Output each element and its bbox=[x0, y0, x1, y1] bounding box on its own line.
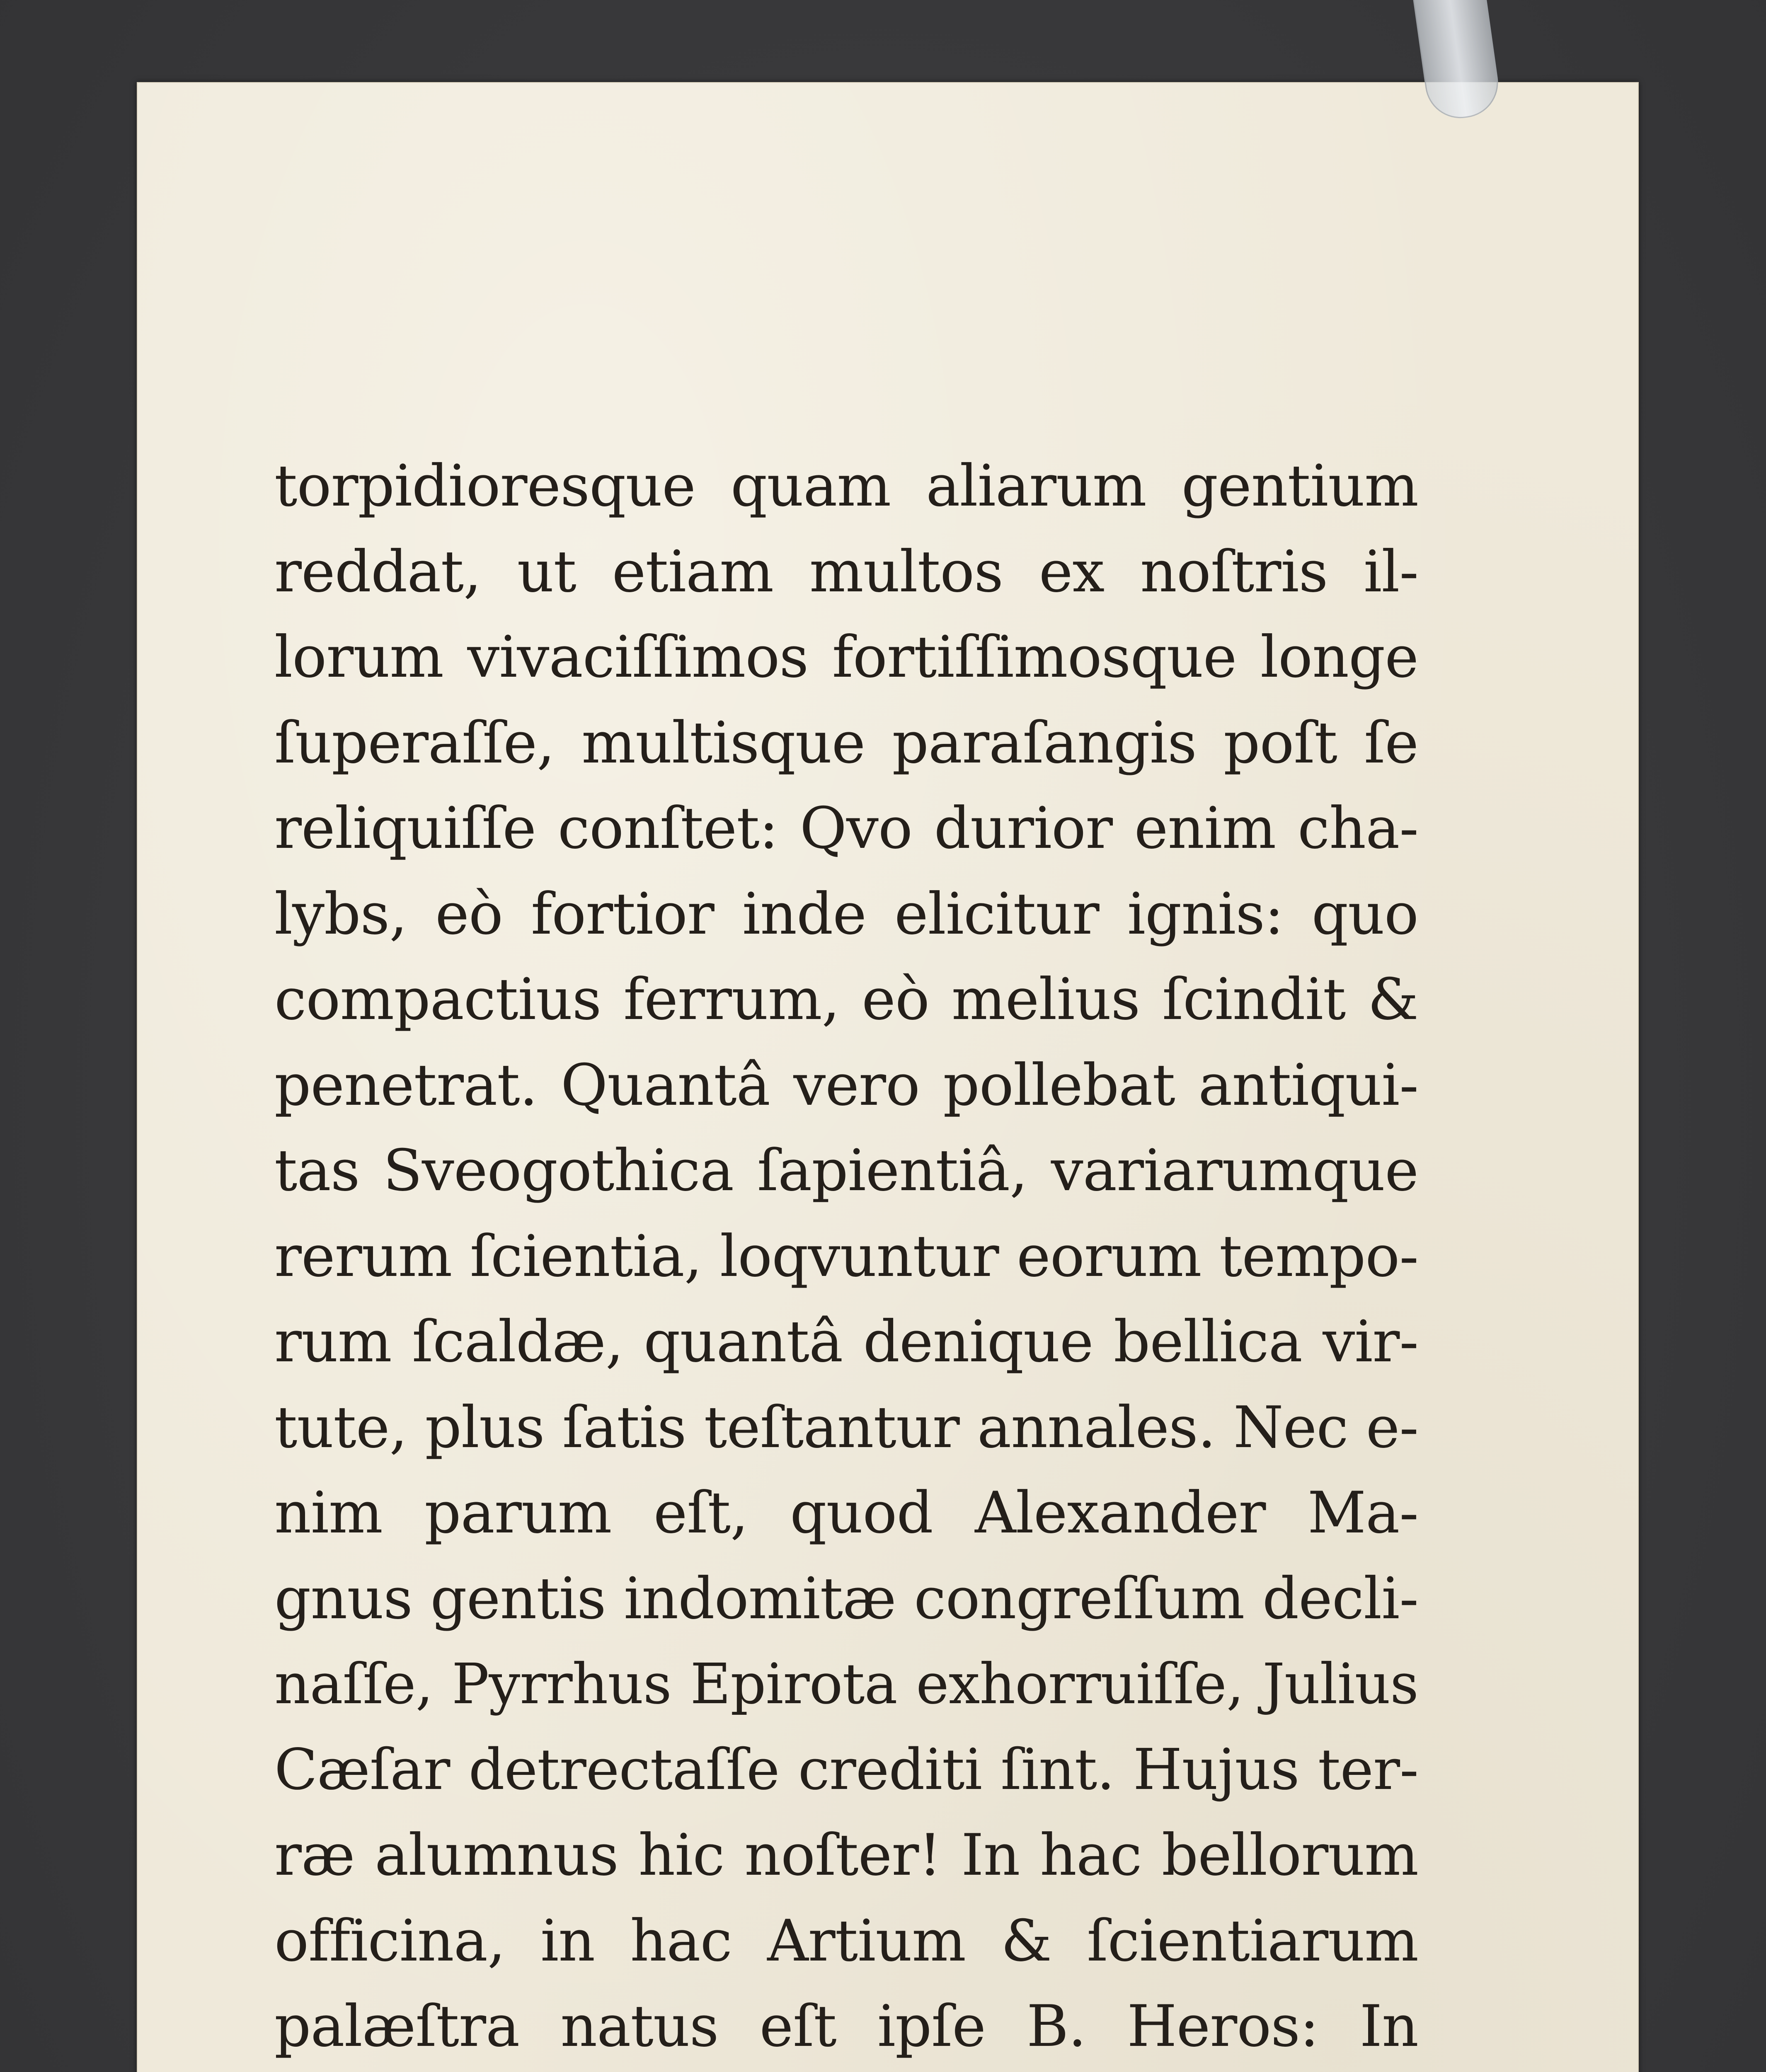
text-line: compactius ferrum, eò melius ſcindit & bbox=[274, 966, 1418, 1033]
text-line: ſuperaſſe, multisque paraſangis poſt ſe bbox=[274, 709, 1418, 776]
text-line: gnus gentis indomitæ congreſſum decli- bbox=[274, 1565, 1418, 1632]
text-line: naſſe, Pyrrhus Epirota exhorruiſſe, Julius bbox=[274, 1651, 1418, 1716]
text-line: Cæſar detrectaſſe crediti ſint. Hujus ter- bbox=[274, 1737, 1418, 1803]
text-line: lybs, eò fortior inde elicitur ignis: quo bbox=[274, 880, 1418, 947]
body-text bbox=[274, 443, 1418, 2072]
text-line bbox=[274, 2070, 1418, 2072]
text-line: tas Sveogothica ſapientiâ, variarumque bbox=[274, 1137, 1418, 1204]
text-line: palæſtra natus eſt ipſe B. Heros: In bbox=[274, 1993, 1418, 2060]
text-line: officina, in hac Artium & ſcientiarum bbox=[274, 1907, 1418, 1974]
text-line: reddat, ut etiam multos ex noſtris il- bbox=[274, 538, 1418, 605]
text-line: ræ alumnus hic noſter! In hac bellorum bbox=[274, 1822, 1418, 1888]
text-line: rum ſcaldæ, quantâ denique bellica vir- bbox=[274, 1308, 1418, 1375]
manuscript-page bbox=[137, 82, 1639, 2072]
text-line: lorum vivaciſſimos fortiſſimosque longe bbox=[274, 624, 1418, 690]
text-line: reliquiſſe conſtet: Qvo durior enim cha- bbox=[274, 795, 1418, 862]
text-line: nim parum eſt, quod Alexander Ma- bbox=[274, 1479, 1418, 1546]
text-line: penetrat. Quantâ vero pollebat antiqui- bbox=[274, 1051, 1418, 1118]
text-line: rerum ſcientia, loqvuntur eorum tempo- bbox=[274, 1222, 1418, 1290]
text-line: torpidioresque quam aliarum gentium bbox=[274, 453, 1418, 519]
text-line: tute, plus ſatis teſtantur annales. Nec e- bbox=[274, 1394, 1418, 1461]
